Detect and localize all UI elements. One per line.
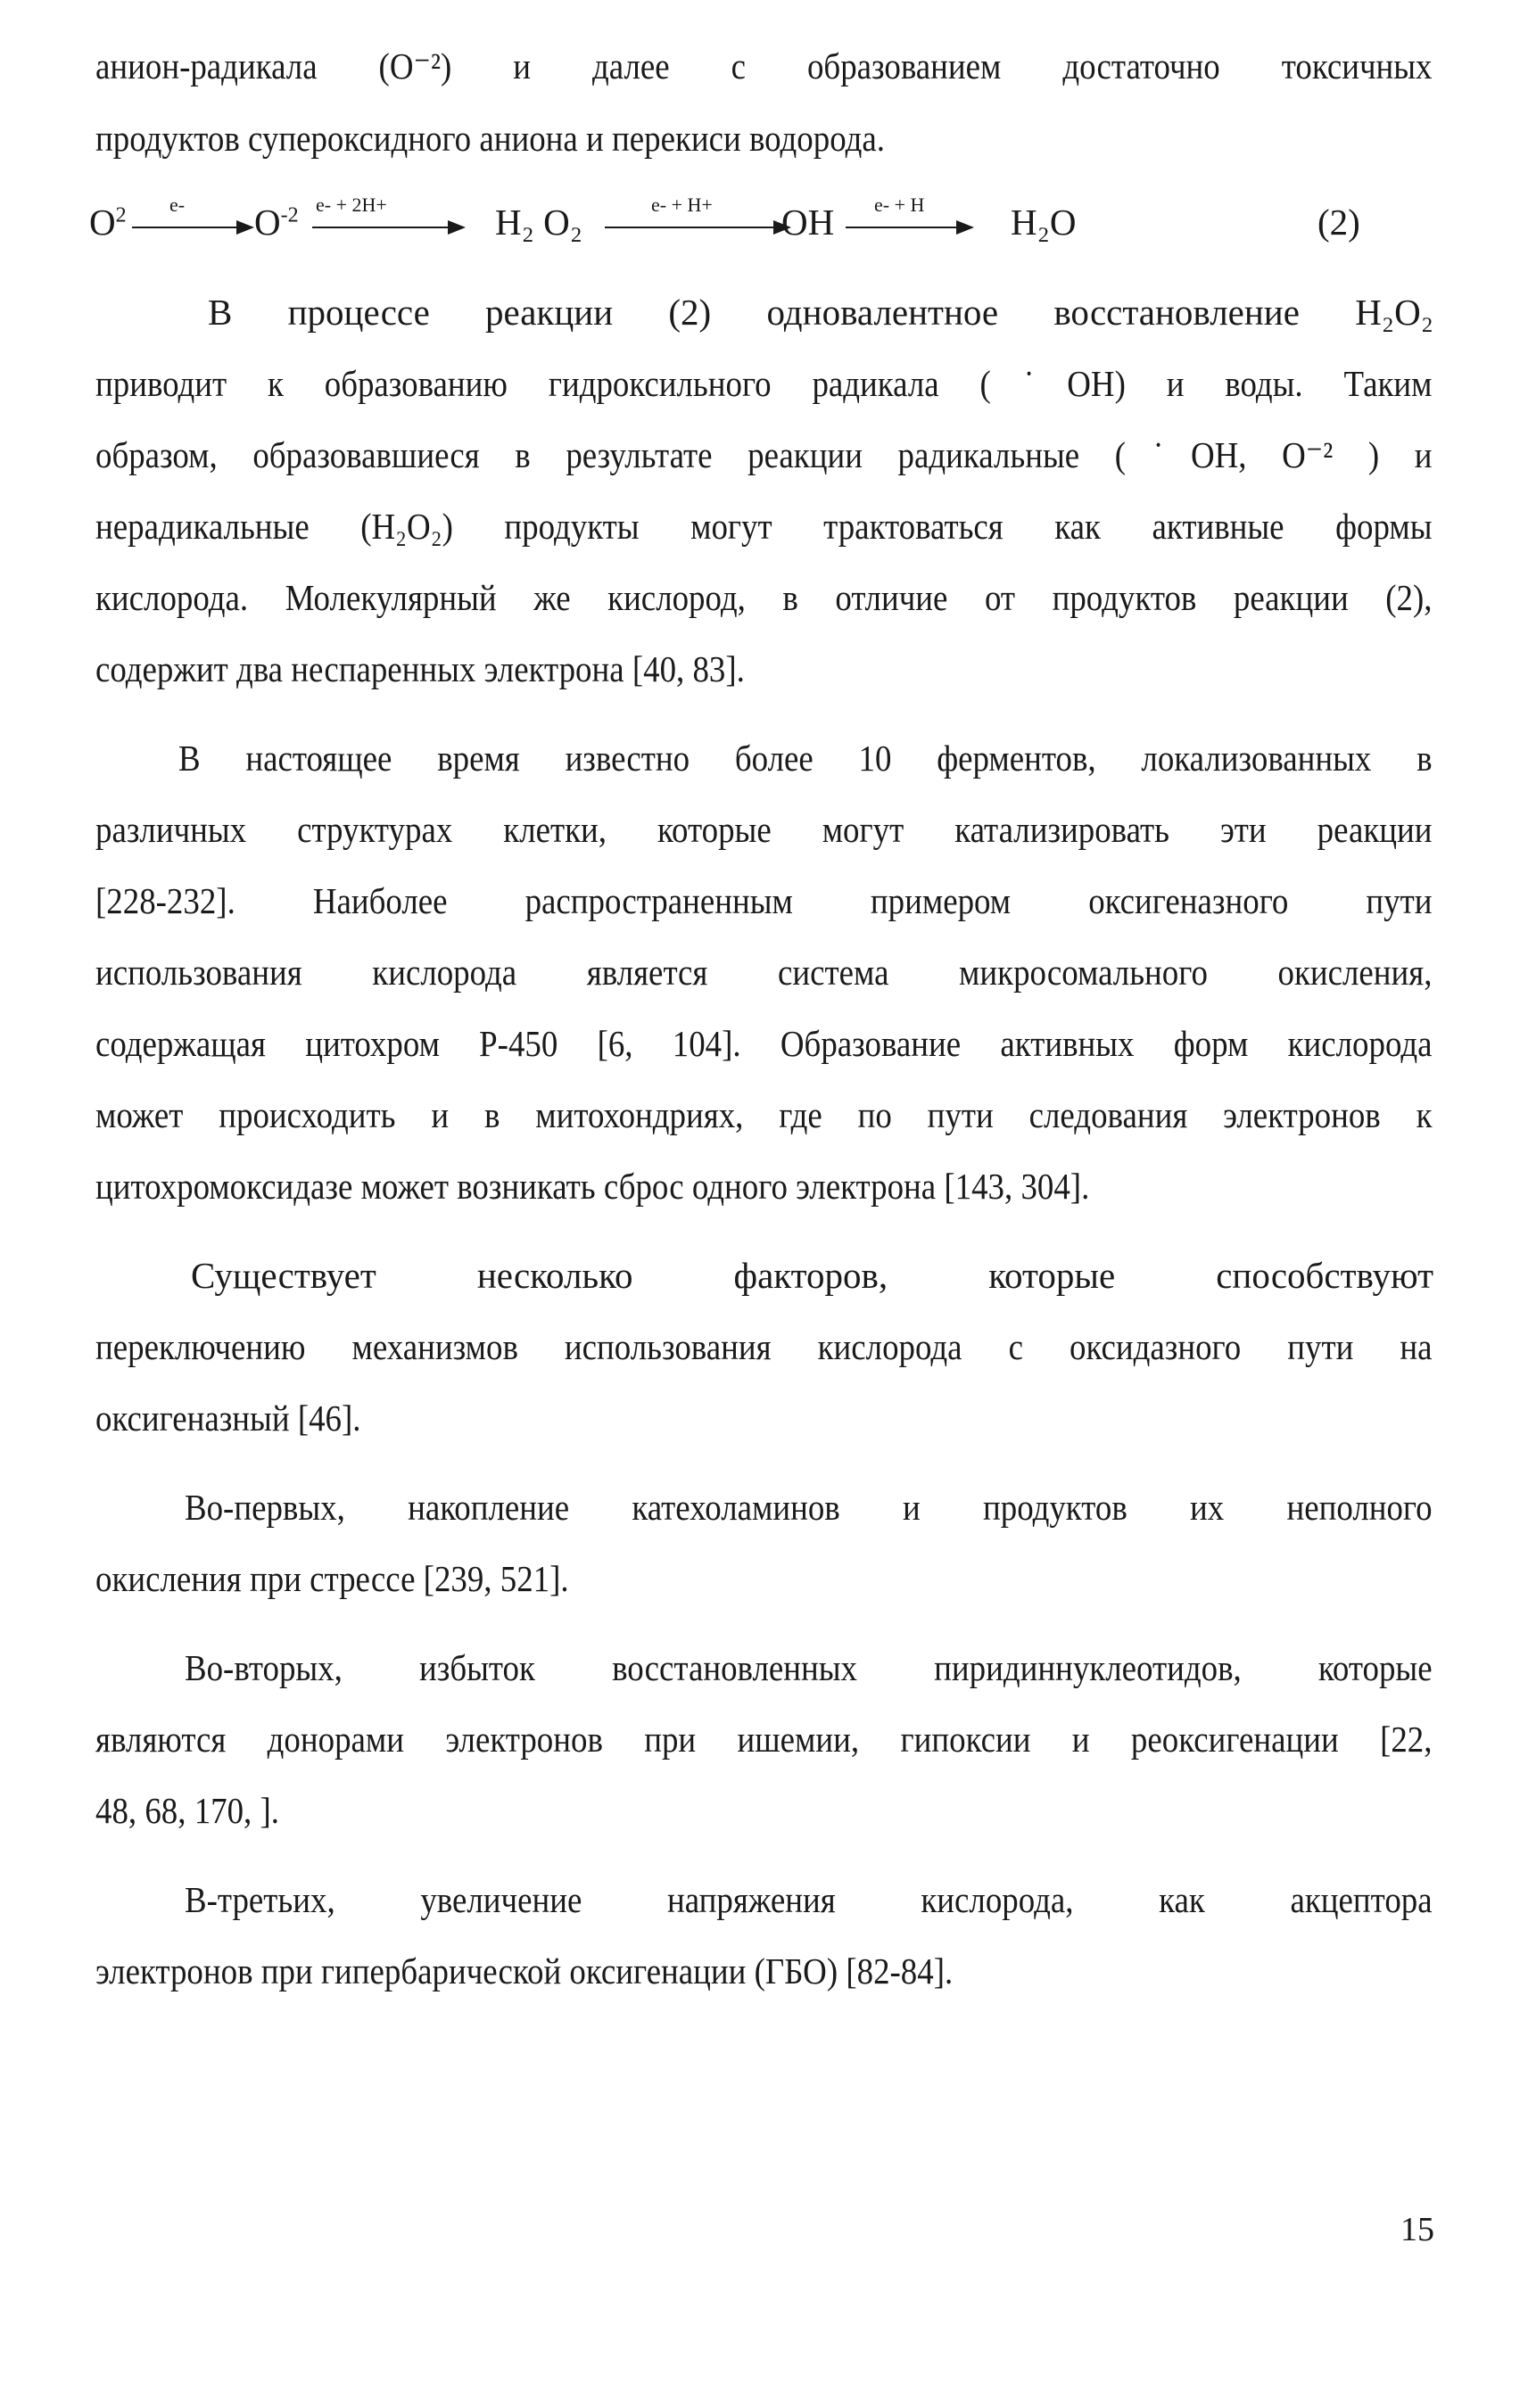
text-line-inner: нерадикальные (H₂O₂) продукты могут трактоваться как активные формы [95, 506, 1433, 547]
equation-term: $O^{-2}$ [254, 202, 299, 243]
text-line-inner: кислорода. Молекулярный же кислород, в отличие от продуктов реакции (2), [95, 577, 1433, 618]
arrow-label: e- + H [874, 194, 925, 216]
text-line: В процессе реакции (2) одновалентное восстановление H₂O₂ [208, 292, 1433, 333]
text-line [95, 936, 1433, 1009]
text-line [95, 865, 1433, 937]
text-line [95, 562, 1433, 634]
text-line-inner: переключению механизмов использования кислорода с оксидазного пути на [95, 1326, 1433, 1367]
reaction-equation [89, 192, 1436, 254]
text-line-inner: Во-вторых, избыток восстановленных пиридиннуклеотидов, которые [185, 1647, 1433, 1688]
text-line-inner: оксигеназный [46]. [95, 1398, 361, 1439]
text-line-inner: продуктов супероксидного аниона и перекиси водорода. [95, 118, 885, 159]
text-line [95, 1150, 1433, 1223]
text-line [95, 722, 1433, 795]
equation-term: H₂O [1011, 202, 1077, 243]
text-line-inner: может происходить и в митохондриях, где по пути следования электронов к [95, 1094, 1433, 1135]
text-line-inner: В настоящее время известно более 10 ферментов, локализованных в [178, 738, 1433, 779]
text-line-inner: окисления при стрессе [239, 521]. [95, 1558, 569, 1599]
text-line [95, 1543, 1433, 1615]
arrow-label: e- [169, 194, 186, 216]
text-line [95, 1632, 1433, 1704]
equation-term: H₂ O₂ [495, 202, 583, 243]
text-line [95, 1472, 1433, 1544]
equation-term: $O^2$ [89, 202, 127, 243]
text-line-inner: цитохромоксидазе может возникать сброс одного электрона [143, 304]. [95, 1166, 1090, 1207]
text-line [95, 1703, 1433, 1776]
text-line-inner: 48, 68, 170, ]. [95, 1790, 280, 1831]
page-number: 15 [1400, 2211, 1434, 2248]
text-line-inner: В-третьих, увеличение напряжения кислорода, как акцептора [185, 1879, 1433, 1920]
arrow-label: e- + 2H+ [316, 194, 387, 216]
text-line-inner: содержит два неспаренных электрона [40, 83]. [95, 648, 745, 689]
text-line [95, 491, 1433, 563]
text-line-inner: [228-232]. Наиболее распространенным примером оксигеназного пути [95, 880, 1433, 921]
text-line-inner: Во-первых, накопление катехоламинов и продуктов их неполного [185, 1487, 1433, 1528]
text-line-inner: использования кислорода является система микросомального окисления, [95, 952, 1433, 993]
text-line: Существует несколько факторов, которые способствуют [191, 1255, 1433, 1296]
text-line [95, 1079, 1433, 1151]
text-line [95, 1864, 1433, 1936]
text-line-inner: электронов при гипербарической оксигенации (ГБО) [82-84]. [95, 1950, 954, 1992]
text-line [95, 1008, 1433, 1080]
text-line [95, 633, 1433, 705]
text-line-inner: образом, образовавшиеся в результате реакции радикальные (˙OH, O⁻² ) и [95, 434, 1433, 475]
equation-number: (2) [1317, 202, 1360, 243]
text-line-inner: приводит к образованию гидроксильного радикала (˙OH) и воды. Таким [95, 363, 1433, 404]
text-line-inner: содержащая цитохром P-450 [6, 104]. Образование активных форм кислорода [95, 1023, 1433, 1064]
text-line [95, 1935, 1433, 2008]
arrow-label: e- + H+ [651, 194, 713, 216]
text-line [95, 30, 1433, 103]
text-line [95, 419, 1433, 491]
text-line [95, 794, 1433, 866]
text-line [95, 103, 1433, 175]
text-line [95, 1775, 1433, 1847]
text-line-inner: различных структурах клетки, которые могут катализировать эти реакции [95, 809, 1433, 850]
equation-term: OH [781, 202, 835, 243]
text-line [95, 1311, 1433, 1383]
text-line [95, 1382, 1433, 1455]
text-line [95, 348, 1433, 420]
text-line-inner: являются донорами электронов при ишемии, гипоксии и реоксигенации [22, [95, 1719, 1433, 1760]
text-line-inner: анион-радикала (O⁻²) и далее с образованием достаточно токсичных [95, 45, 1433, 87]
